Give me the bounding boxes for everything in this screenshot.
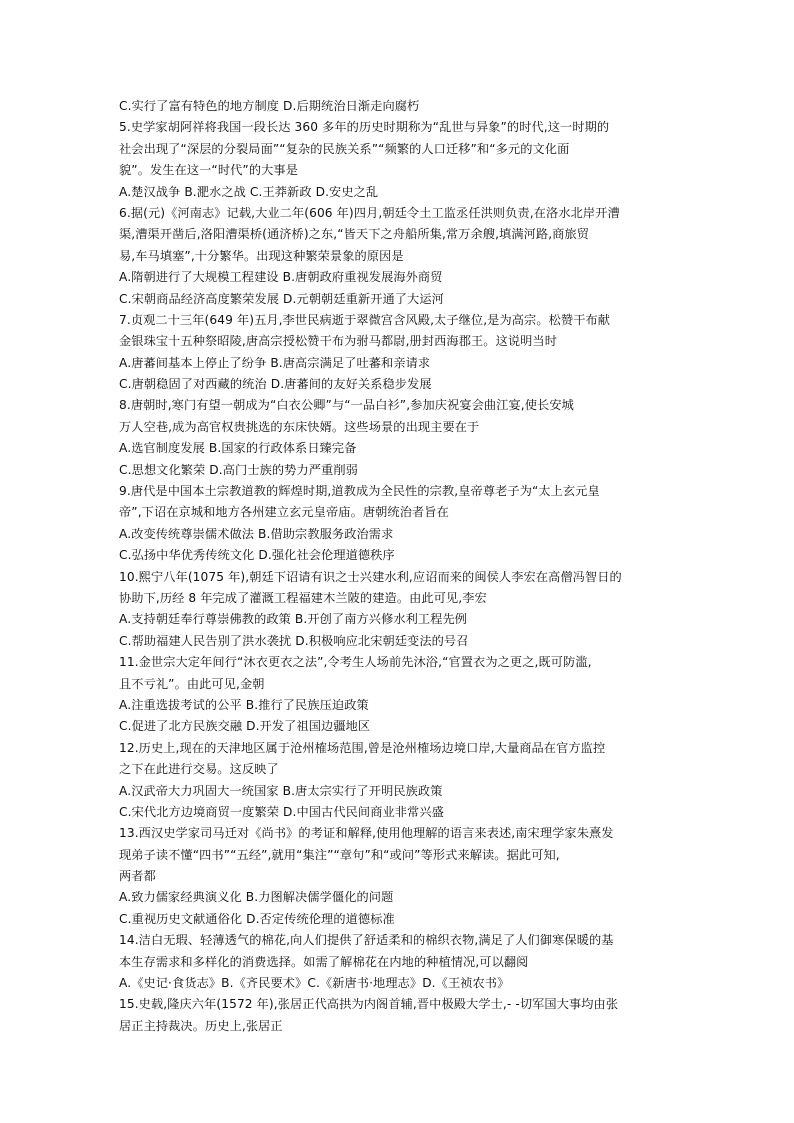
text-line: A.注重选拔考试的公平 B.推行了民族压迫政策	[119, 697, 369, 712]
text-line: C.宋代北方边境商贸一度繁荣 D.中国古代民间商业非常兴盛	[119, 804, 444, 819]
text-line: 社会出现了“深层的分裂局面”“复杂的民族关系”“频繁的人口迁移”和“多元的文化面	[119, 141, 570, 156]
text-line: 且不亏礼”。由此可见,金朝	[119, 676, 265, 691]
text-line: 居正主持裁决。历史上,张居正	[119, 1018, 283, 1033]
text-line: C.宋朝商品经济高度繁荣发展 D.元朝朝廷重新开通了大运河	[119, 291, 444, 306]
text-line: A.改变传统尊崇儒术做法 B.借助宗教服务政治需求	[119, 526, 394, 541]
text-line: 7.贞观二十三年(649 年)五月,李世民病逝于翠微宫含风殿,太子继位,是为高宗。松赞干布献	[119, 312, 611, 327]
text-line: A.致力儒家经典演义化 B.力图解决儒学僵化的问题	[119, 890, 394, 905]
text-line: 15.史载,隆庆六年(1572 年),张居正代高拱为内阁首辅,晋中极殿大学士,- -切军国大事均由张	[119, 997, 619, 1012]
text-line: 14.洁白无瑕、轻薄透气的棉花,向人们提供了舒适柔和的棉织衣物,满足了人们御寒保暖的基	[119, 933, 614, 948]
text-line: 9.唐代是中国本土宗教道教的辉煌时期,道教成为全民性的宗教,皇帝尊老子为“太上玄元皇	[119, 484, 600, 499]
text-line: C.实行了富有特色的地方制度 D.后期统治日渐走向腐朽	[119, 99, 420, 113]
text-line: 12.历史上,现在的天津地区属于沧州榷场范围,曾是沧州榷场边境口岸,大量商品在官方监控	[119, 740, 606, 755]
document-page	[119, 96, 681, 1037]
text-line: C.弘扬中华优秀传统文化 D.强化社会伦理道德秩序	[119, 548, 395, 563]
text-line: 貌”。发生在这一“时代”的大事是	[119, 163, 298, 178]
text-line: A.汉武帝大力巩固大一统国家 B.唐太宗实行了开明民族政策	[119, 783, 443, 798]
text-line: C.唐朝稳固了对西藏的统治 D.唐蕃间的友好关系稳步发展	[119, 377, 432, 392]
text-line: 5.史学家胡阿祥将我国一段长达 360 多年的历史时期称为“乱世与异象”的时代,这一时期的	[119, 120, 610, 135]
text-line: A.选官制度发展 B.国家的行政体系日臻完备	[119, 441, 357, 456]
text-line: 现弟子读不懂“四书”“五经”,就用“集注”“章句”和“或问”等形式来解读。据此可知,	[119, 847, 560, 862]
text-line: C.重视历史文献通俗化 D.否定传统伦理的道德标准	[119, 911, 395, 926]
text-line: A.支持朝廷奉行尊崇佛教的政策 B.开创了南方兴修水利工程先例	[119, 612, 468, 627]
text-line: A.楚汉战争 B.淝水之战 C.王莽新政 D.安史之乱	[119, 184, 379, 199]
text-line: 13.西汉史学家司马迁对《尚书》的考证和解释,使用他理解的语言来表述,南宋理学家朱熹发	[119, 826, 614, 841]
text-line: 帝”,下诏在京城和地方各州建立玄元皇帝庙。唐朝统治者旨在	[119, 505, 449, 520]
text-line: A.隋朝进行了大规模工程建设 B.唐朝政府重视发展海外商贸	[119, 270, 443, 285]
text-line: 万人空巷,成为高官权贵挑选的东床快婿。这些场景的出现主要在于	[119, 419, 480, 434]
text-line: C.帮助福建人民告别了洪水袭扰 D.积极响应北宋朝廷变法的号召	[119, 633, 469, 648]
text-line: A.《史记·食货志》B.《齐民要术》C.《新唐书·地理志》D.《王祯农书》	[119, 976, 510, 991]
text-line: 8.唐朝时,寒门有望一朝成为“白衣公卿”与“一品白衫”,参加庆祝宴会曲江宴,使长安城	[119, 398, 574, 413]
text-line: C.思想文化繁荣 D.高门士族的势力严重削弱	[119, 462, 358, 477]
text-line: C.促进了北方民族交融 D.开发了祖国边疆地区	[119, 719, 371, 734]
text-line: 10.熙宁八年(1075 年),朝廷下诏请有识之士兴建水利,应诏而来的闽侯人李宏在高僧冯智日的	[119, 569, 622, 584]
text-line: 11.金世宗大定年间行“沐衣更衣之法”,令考生人场前先沐浴,“官置衣为之更之,既可防滥,	[119, 655, 592, 670]
text-line: 渠,漕渠开凿后,洛阳漕渠桥(通济桥)之东,“皆天下之舟船所集,常万余艘,填满河路,商旅贸	[119, 227, 590, 242]
text-line: A.唐蕃间基本上停止了纷争 B.唐高宗满足了吐蕃和亲请求	[119, 355, 431, 370]
text-line: 金银珠宝十五种祭昭陵,唐高宗授松赞干布为驸马都尉,册封西海郡王。这说明当时	[119, 334, 558, 349]
text-line: 之下在此进行交易。这反映了	[119, 762, 279, 777]
text-line: 6.据(元)《河南志》记载,大业二年(606 年)四月,朝廷令土工监丞任洪则负责,在洛水北岸开漕	[119, 205, 620, 220]
text-line: 两者都	[119, 869, 156, 884]
text-line: 易,车马填塞”,十分繁华。出现这种繁荣景象的原因是	[119, 248, 404, 263]
text-line: 协助下,历经 8 年完成了灌溉工程福建木兰陂的建造。由此可见,李宏	[119, 590, 487, 605]
text-line: 本生存需求和多样化的消费选择。如需了解棉花在内地的种植情况,可以翻阅	[119, 954, 529, 969]
